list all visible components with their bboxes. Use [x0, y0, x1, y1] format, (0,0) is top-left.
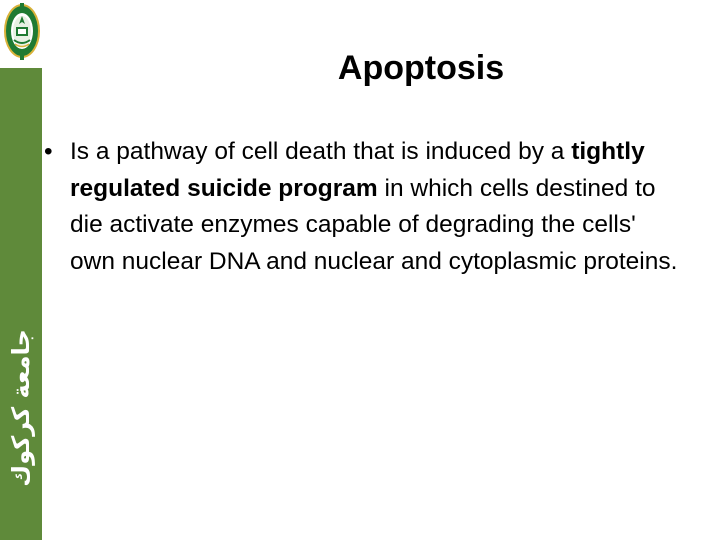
slide-title: Apoptosis: [337, 49, 505, 87]
bullet-list: [44, 134, 684, 280]
bullet-text-end: in which cells destined to die activate enzymes capable of degrading the cells' own nuclear DNA and nuclear and cytoplasmic proteins.: [70, 174, 678, 275]
bullet-item: [44, 134, 684, 280]
sidebar: [0, 0, 42, 540]
university-emblem-icon: [2, 2, 42, 64]
bullet-marker: •: [44, 138, 53, 165]
bullet-text: [70, 134, 684, 280]
sidebar-university-name: جامعة كركوك: [7, 329, 35, 487]
sidebar-bar: [0, 68, 42, 540]
bullet-text-bold: tightly regulated suicide program: [70, 138, 645, 202]
bullet-text-start: Is a pathway of cell death that is induced by a: [70, 138, 572, 165]
